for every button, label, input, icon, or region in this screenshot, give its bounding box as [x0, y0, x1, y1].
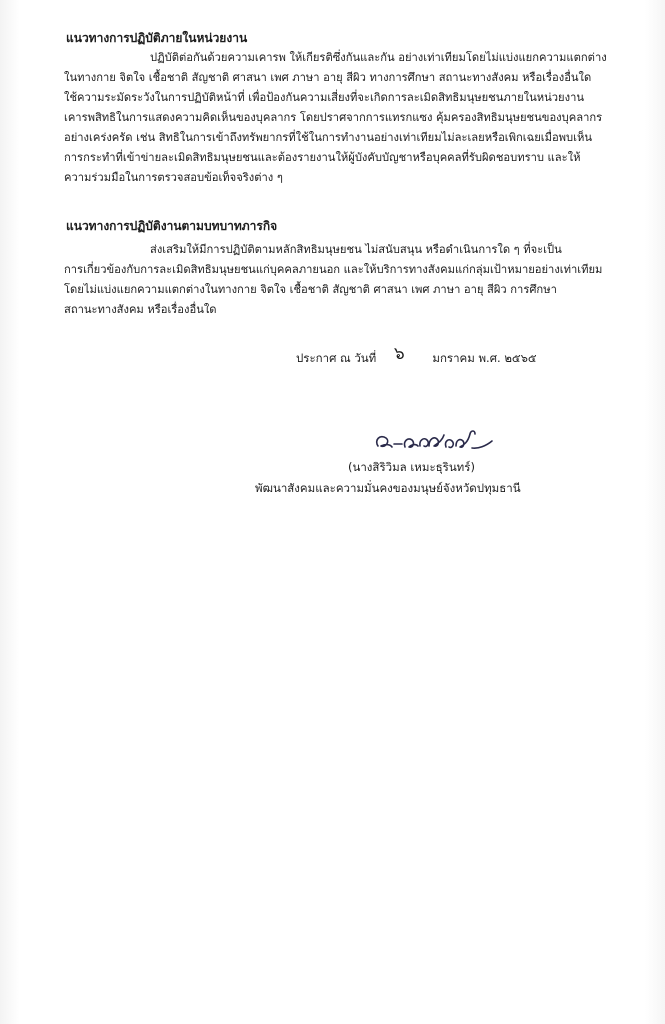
mission-practice-paragraph	[64, 240, 638, 320]
paragraph-line: ในทางกาย จิตใจ เชื้อชาติ สัญชาติ ศาสนา เพศ ภาษา อายุ สีผิว ทางการศึกษา สถานะทางสังคม หรือเรื่องอื่นใด	[64, 71, 592, 84]
paragraph-line: โดยไม่แบ่งแยกความแตกต่างในทางกาย จิตใจ เชื้อชาติ สัญชาติ ศาสนา เพศ ภาษา อายุ สีผิว การศึกษา	[64, 283, 557, 296]
announcement-prefix: ประกาศ ณ วันที่	[296, 351, 377, 365]
announcement-month-year: มกราคม พ.ศ. ๒๕๖๕	[432, 351, 537, 365]
paragraph-line: ความร่วมมือในการตรวจสอบข้อเท็จจริงต่าง ๆ	[64, 171, 283, 184]
section-heading-internal-practice: แนวทางการปฏิบัติภายในหน่วยงาน	[66, 31, 248, 45]
paragraph-line: อย่างเคร่งครัด เช่น สิทธิในการเข้าถึงทรัพยากรที่ใช้ในการทำงานอย่างเท่าเทียมไม่ละเลยหรือเพิกเฉยเมื่อพบเห็น	[64, 131, 593, 144]
internal-practice-paragraph	[64, 48, 638, 188]
paragraph-line: สถานะทางสังคม หรือเรื่องอื่นใด	[64, 303, 217, 316]
signer-name: (นางสิริวิมล เหมะธุรินทร์)	[348, 460, 475, 474]
paragraph-line: ใช้ความระมัดระวังในการปฏิบัติหน้าที่ เพื่อป้องกันความเสี่ยงที่จะเกิดการละเมิดสิทธิมนุษยชนภายในหน่วยงาน	[64, 91, 584, 104]
signature-image	[372, 422, 502, 458]
paragraph-line: เคารพสิทธิในการแสดงความคิดเห็นของบุคลากร โดยปราศจากการแทรกแซง คุ้มครองสิทธิมนุษยชนของบุคลากร	[64, 111, 603, 124]
signer-title: พัฒนาสังคมและความมั่นคงของมนุษย์จังหวัดปทุมธานี	[255, 481, 521, 495]
paragraph-line: การกระทำที่เข้าข่ายละเมิดสิทธิมนุษยชนและต้องรายงานให้ผู้บังคับบัญชาหรือบุคคลที่รับผิดชอบทราบ และให้	[64, 151, 581, 164]
paragraph-line: ส่งเสริมให้มีการปฏิบัติตามหลักสิทธิมนุษยชน ไม่สนับสนุน หรือดำเนินการใด ๆ ที่จะเป็น	[150, 243, 562, 256]
announcement-date	[296, 344, 537, 366]
paragraph-line: การเกี่ยวข้องกับการละเมิดสิทธิมนุษยชนแก่บุคคลภายนอก และให้บริการทางสังคมแก่กลุ่มเป้าหมายอย่างเท่าเทียม	[64, 263, 603, 276]
paragraph-line: ปฏิบัติต่อกันด้วยความเคารพ ให้เกียรติซึ่งกันและกัน อย่างเท่าเทียมโดยไม่แบ่งแยกความแตกต่าง	[150, 51, 607, 64]
announcement-day: ๖	[393, 344, 405, 364]
section-heading-mission-practice: แนวทางการปฏิบัติงานตามบทบาทภารกิจ	[66, 219, 278, 233]
